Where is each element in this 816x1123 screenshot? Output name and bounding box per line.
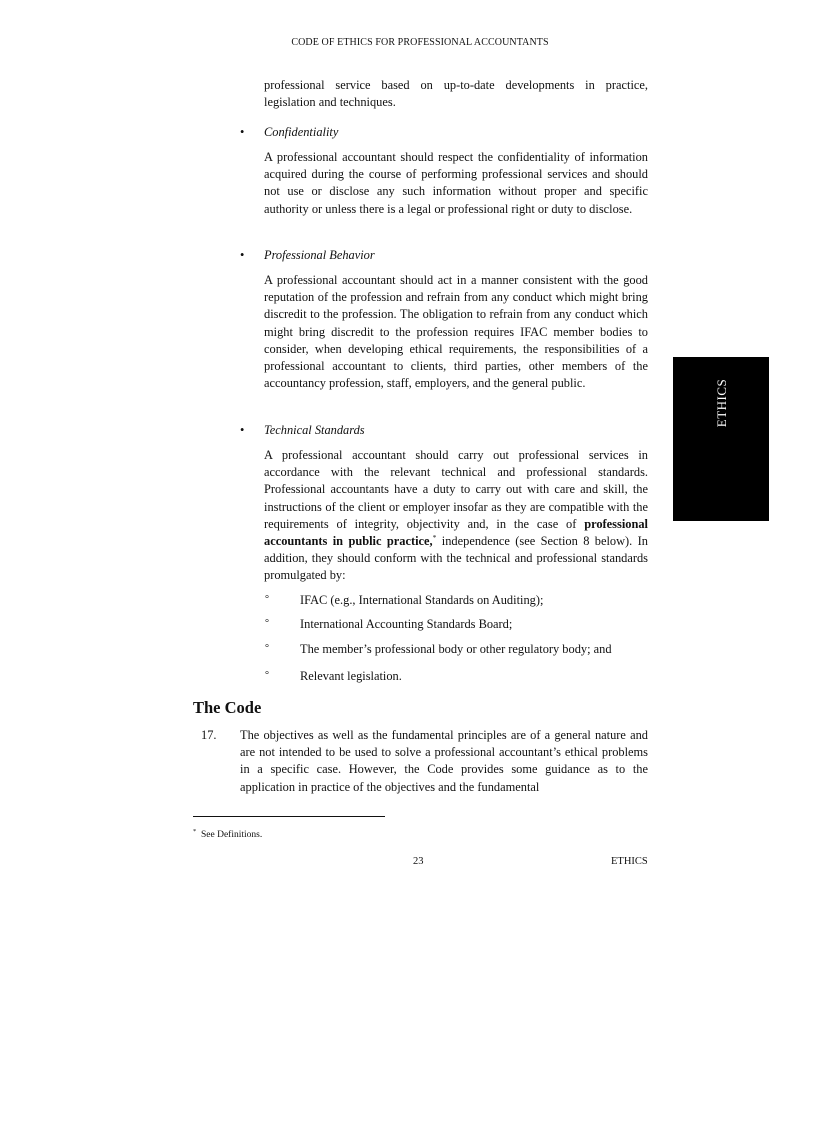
technical-standards-text-end: independence (see Section 8 below). In addition, they should conform with the technical and professional standards promulgated by:: [264, 534, 648, 583]
footnote-mark: *: [193, 827, 197, 835]
footnote-text: See Definitions.: [201, 830, 263, 840]
section-side-tab: [673, 357, 769, 521]
principle-heading-confidentiality: Confidentiality: [264, 125, 339, 139]
bullet-marker: •: [240, 125, 245, 139]
page-number: 23: [413, 856, 424, 867]
footnote-rule: [193, 816, 385, 817]
principle-text-professional-behavior: A professional accountant should act in a manner consistent with the good reputation of the profession and refrain from any conduct which might bring discredit to the profession. The obligation to refrain from any conduct which might bring discredit to the profession requires IFAC member bodies to consider, when developing ethical requirements, the responsibilities of a professional accountant to clients, third parties, other members of the accountancy profession, staff, employers, and the general public.: [264, 273, 648, 391]
standard-source-item: IFAC (e.g., International Standards on Auditing);: [300, 593, 544, 607]
sub-bullet-marker: °: [265, 643, 269, 654]
bullet-marker: •: [240, 248, 245, 262]
footnote-reference: *: [432, 532, 437, 542]
principle-text-confidentiality: A professional accountant should respect the confidentiality of information acquired during the course of performing professional services and should not use or disclose any such information without proper and specific authority or unless there is a legal or professional right or duty to disclose.: [264, 150, 648, 216]
standard-source-item: Relevant legislation.: [300, 669, 402, 683]
side-tab-label: ETHICS: [714, 378, 729, 428]
section-title: The Code: [193, 698, 262, 717]
continuation-paragraph: professional service based on up-to-date developments in practice, legislation and techniques.: [264, 78, 648, 110]
sub-bullet-marker: °: [265, 618, 269, 629]
sub-bullet-marker: °: [265, 670, 269, 681]
paragraph-17-text: The objectives as well as the fundamental principles are of a general nature and are not intended to be used to solve a professional accountant’s ethical problems in a specific case. However, the Code provides some guidance as to the application in practice of the objectives and the fundamental: [240, 728, 648, 794]
footer-label: ETHICS: [611, 856, 648, 867]
standard-source-item: The member’s professional body or other regulatory body; and: [300, 642, 612, 656]
footnote: [193, 829, 262, 841]
principle-heading-professional-behavior: Professional Behavior: [264, 248, 375, 262]
running-header: CODE OF ETHICS FOR PROFESSIONAL ACCOUNTANTS: [291, 37, 549, 48]
principle-heading-technical-standards: Technical Standards: [264, 423, 365, 437]
bullet-marker: •: [240, 423, 245, 437]
principle-text-technical-standards: [264, 447, 648, 585]
public-practice-term: professional accountants in public practice,: [264, 516, 648, 549]
technical-standards-text-start: A professional accountant should carry out professional services in accordance with the relevant technical and professional standards. Professional accountants have a duty to carry out with care and skill, the instructions of the client or employer insofar as they are compatible with the requirements of integrity, objectivity and, in the case of: [264, 448, 648, 531]
standard-source-item: International Accounting Standards Board;: [300, 617, 513, 631]
sub-bullet-marker: °: [265, 594, 269, 605]
paragraph-number: 17.: [201, 728, 217, 742]
